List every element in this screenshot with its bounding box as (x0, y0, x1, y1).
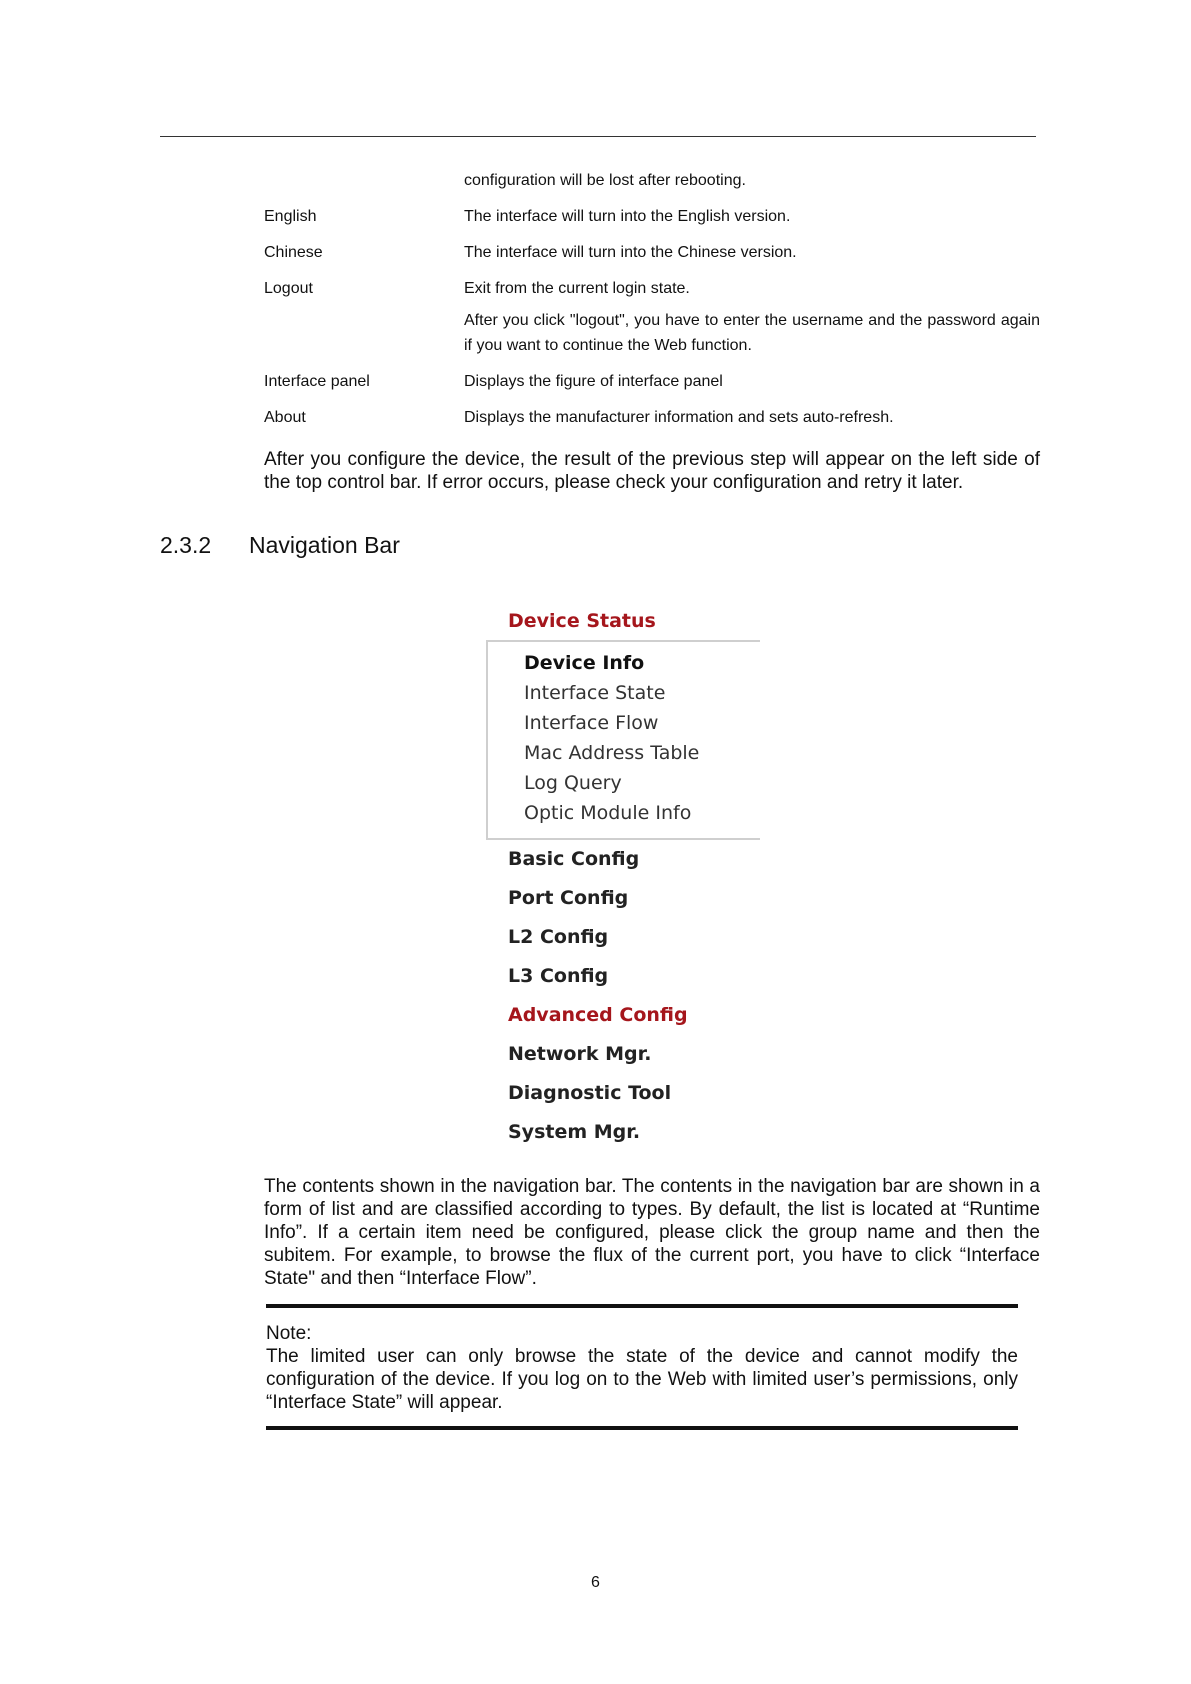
nav-group-device-status[interactable]: Device Status (508, 610, 656, 632)
nav-item-log-query[interactable]: Log Query (524, 772, 622, 794)
row-desc: Displays the manufacturer information and sets auto-refresh. (464, 409, 894, 426)
paragraph-result: After you configure the device, the result of the previous step will appear on the left side of the top control bar. If error occurs, please check your configuration and retry it later. (264, 449, 1040, 493)
nav-item-interface-flow[interactable]: Interface Flow (524, 712, 659, 734)
nav-item-optic-module-info[interactable]: Optic Module Info (524, 802, 692, 824)
nav-submenu (486, 640, 760, 840)
navigation-bar-figure (480, 598, 770, 1168)
row-desc: The interface will turn into the Chinese version. (464, 244, 797, 261)
section-number: 2.3.2 (160, 532, 212, 558)
note-bottom-rule (266, 1426, 1018, 1430)
nav-group-l2-config[interactable]: L2 Config (508, 926, 609, 948)
nav-group-basic-config[interactable]: Basic Config (508, 848, 640, 870)
nav-item-device-info[interactable]: Device Info (524, 652, 645, 674)
row-desc: configuration will be lost after rebooting. (464, 172, 746, 189)
header-rule (160, 136, 1036, 137)
nav-group-advanced-config[interactable]: Advanced Config (508, 1004, 688, 1026)
nav-item-mac-address-table[interactable]: Mac Address Table (524, 742, 700, 764)
note-top-rule (266, 1304, 1018, 1308)
row-desc: Displays the figure of interface panel (464, 373, 723, 390)
row-term: English (264, 208, 317, 225)
row-desc: The interface will turn into the English version. (464, 208, 791, 225)
nav-group-network-mgr[interactable]: Network Mgr. (508, 1043, 652, 1065)
page-number: 6 (591, 1574, 600, 1591)
row-desc: Exit from the current login state. (464, 280, 690, 297)
nav-group-port-config[interactable]: Port Config (508, 887, 629, 909)
note-label: Note: (266, 1323, 312, 1344)
row-desc: After you click "logout", you have to enter the username and the password again if you want to continue the Web function. (464, 312, 1040, 354)
paragraph-navigation: The contents shown in the navigation bar. The contents in the navigation bar are shown in a form of list and are classified according to types. By default, the list is located at “Runtime Info”. If a certain item need be configured, please click the group name and then the subitem. For example, to browse the flux of the current port, you have to click “Interface State" and then “Interface Flow”. (264, 1176, 1040, 1289)
nav-group-diagnostic-tool[interactable]: Diagnostic Tool (508, 1082, 672, 1104)
note-text: The limited user can only browse the state of the device and cannot modify the configuration of the device. If you log on to the Web with limited user’s permissions, only “Interface State” will appear. (266, 1346, 1018, 1413)
section-title: Navigation Bar (249, 532, 400, 558)
nav-item-interface-state[interactable]: Interface State (524, 682, 666, 704)
row-term: Chinese (264, 244, 323, 261)
nav-group-l3-config[interactable]: L3 Config (508, 965, 609, 987)
row-term: Logout (264, 280, 313, 297)
row-term: About (264, 409, 306, 426)
nav-group-system-mgr[interactable]: System Mgr. (508, 1121, 641, 1143)
row-term: Interface panel (264, 373, 370, 390)
